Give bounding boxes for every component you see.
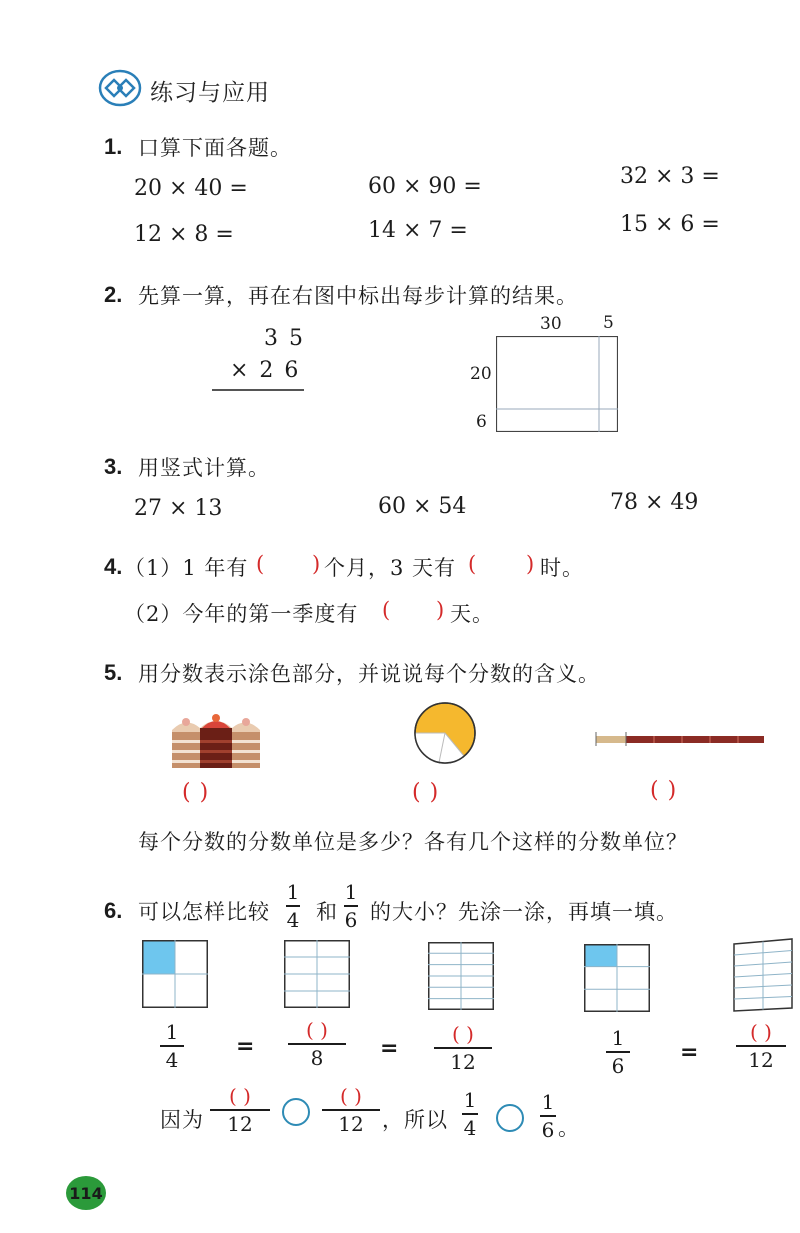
equals-sign: = — [380, 1036, 399, 1061]
grid-twelfths-2[interactable] — [732, 938, 794, 1012]
q4-part2-b: 天。 — [450, 602, 494, 626]
fraction-1-4 — [160, 1020, 184, 1072]
q1-item: 14 × 7 = — [368, 218, 468, 243]
q4-part2-a: （2）今年的第一季度有 — [124, 602, 359, 626]
q5-number: 5. — [104, 660, 123, 685]
numerator-blank[interactable]: ( ) — [452, 1022, 474, 1046]
cake-pieces-image — [168, 710, 264, 770]
q1-item: 60 × 90 = — [368, 174, 482, 199]
fraction-bar — [540, 1115, 556, 1117]
fraction-1-4 — [462, 1088, 478, 1140]
q5-answer-blank[interactable]: ( ) — [182, 780, 210, 805]
q1-item: 20 × 40 = — [134, 176, 248, 201]
numerator-blank[interactable]: ( ) — [340, 1084, 362, 1108]
q4-blank-close[interactable]: ) — [526, 552, 536, 576]
q4-blank-open[interactable]: ( — [382, 598, 392, 622]
q6-text-b: 的大小？先涂一涂，再填一填。 — [370, 900, 678, 924]
q3-text: 用竖式计算。 — [138, 456, 270, 480]
q2-multiplier: × 2 6 — [230, 358, 301, 383]
numerator-blank[interactable]: ( ) — [229, 1084, 251, 1108]
q5-followup: 每个分数的分数单位是多少？各有几个这样的分数单位？ — [138, 830, 688, 854]
numerator: 1 — [344, 880, 358, 904]
fraction-bar — [462, 1113, 478, 1115]
fraction-blank-12 — [434, 1022, 492, 1074]
numerator-blank[interactable]: ( ) — [306, 1018, 328, 1042]
denominator: 6 — [344, 907, 358, 932]
denominator: 4 — [286, 907, 300, 932]
denominator: 4 — [165, 1047, 179, 1072]
fraction-bar — [322, 1109, 380, 1111]
q1-item: 15 × 6 = — [620, 212, 720, 237]
fraction-blank-8 — [288, 1018, 346, 1070]
q5-answer-blank[interactable]: ( ) — [650, 778, 678, 803]
denominator: 12 — [338, 1111, 364, 1136]
grid-sixths-shaded — [584, 944, 650, 1012]
q4-part1-a: （1）1 年有 — [124, 556, 249, 580]
q3-item: 78 × 49 — [610, 490, 699, 515]
equals-sign: = — [236, 1034, 255, 1059]
fraction-bar — [606, 1051, 630, 1053]
q4-blank-close[interactable]: ) — [436, 598, 446, 622]
numerator: 1 — [463, 1088, 477, 1112]
compare-circle[interactable] — [282, 1098, 310, 1126]
page-number: 114 — [69, 1183, 103, 1203]
q6-number: 6. — [104, 898, 123, 923]
q6-text-a: 可以怎样比较 — [138, 900, 270, 924]
section-logo-icon — [98, 68, 142, 108]
q2-vertical-line — [212, 389, 304, 391]
area-model-rectangle — [496, 336, 618, 432]
q2-text: 先算一算，再在右图中标出每步计算的结果。 — [138, 284, 578, 308]
area-label-20: 20 — [470, 364, 492, 384]
q5-answer-blank[interactable]: ( ) — [412, 780, 440, 805]
fraction-blank-12 — [322, 1084, 380, 1136]
q4-blank-open[interactable]: ( — [468, 552, 478, 576]
denominator: 12 — [227, 1111, 253, 1136]
q2-number: 2. — [104, 282, 123, 307]
page-number-badge — [66, 1176, 106, 1210]
fraction-1-6 — [540, 1090, 556, 1142]
fraction-blank-12 — [210, 1084, 270, 1136]
denominator: 12 — [450, 1049, 476, 1074]
fraction-one-sixth — [344, 880, 358, 932]
fraction-bar — [210, 1109, 270, 1111]
fraction-one-quarter — [286, 880, 300, 932]
section-title: 练习与应用 — [150, 80, 270, 106]
because-text: 因为 — [160, 1108, 204, 1132]
q2-multiplicand: 3 5 — [264, 326, 305, 351]
compare-circle[interactable] — [496, 1104, 524, 1132]
q1-number: 1. — [104, 134, 123, 159]
fraction-blank-12 — [736, 1020, 786, 1072]
q6-and: 和 — [316, 900, 338, 924]
q3-number: 3. — [104, 454, 123, 479]
fraction-bar — [434, 1047, 492, 1049]
grid-quarters-shaded — [142, 940, 208, 1008]
equals-sign: = — [680, 1040, 699, 1065]
q4-number: 4. — [104, 554, 123, 579]
q4-part1-b: 个月，3 天有 — [324, 556, 457, 580]
q3-item: 27 × 13 — [134, 496, 223, 521]
circle-fraction-image — [412, 700, 478, 766]
so-text: ，所以 — [382, 1108, 448, 1132]
area-label-5: 5 — [603, 313, 614, 333]
fraction-bar — [288, 1043, 346, 1045]
fraction-bar — [160, 1045, 184, 1047]
numerator: 1 — [611, 1026, 625, 1050]
fraction-bar — [344, 905, 358, 907]
q4-blank-close[interactable]: ) — [312, 552, 322, 576]
rope-fraction-image — [594, 730, 766, 750]
q1-item: 12 × 8 = — [134, 222, 234, 247]
q1-text: 口算下面各题。 — [138, 136, 292, 160]
denominator: 6 — [611, 1053, 625, 1078]
q1-item: 32 × 3 = — [620, 164, 720, 189]
numerator: 1 — [165, 1020, 179, 1044]
denominator: 8 — [310, 1045, 324, 1070]
q4-blank-open[interactable]: ( — [256, 552, 266, 576]
numerator: 1 — [286, 880, 300, 904]
area-label-6: 6 — [476, 412, 487, 432]
denominator: 6 — [541, 1117, 555, 1142]
fraction-bar — [736, 1045, 786, 1047]
q3-item: 60 × 54 — [378, 494, 467, 519]
numerator: 1 — [541, 1090, 555, 1114]
numerator-blank[interactable]: ( ) — [750, 1020, 772, 1044]
fraction-bar — [286, 905, 300, 907]
area-label-30: 30 — [540, 314, 562, 334]
denominator: 12 — [748, 1047, 774, 1072]
denominator: 4 — [463, 1115, 477, 1140]
grid-twelfths[interactable] — [428, 942, 494, 1010]
q5-text: 用分数表示涂色部分，并说说每个分数的含义。 — [138, 662, 600, 686]
end-punct: 。 — [558, 1116, 580, 1140]
fraction-1-6 — [606, 1026, 630, 1078]
grid-eighths[interactable] — [284, 940, 350, 1008]
q4-part1-c: 时。 — [540, 556, 584, 580]
